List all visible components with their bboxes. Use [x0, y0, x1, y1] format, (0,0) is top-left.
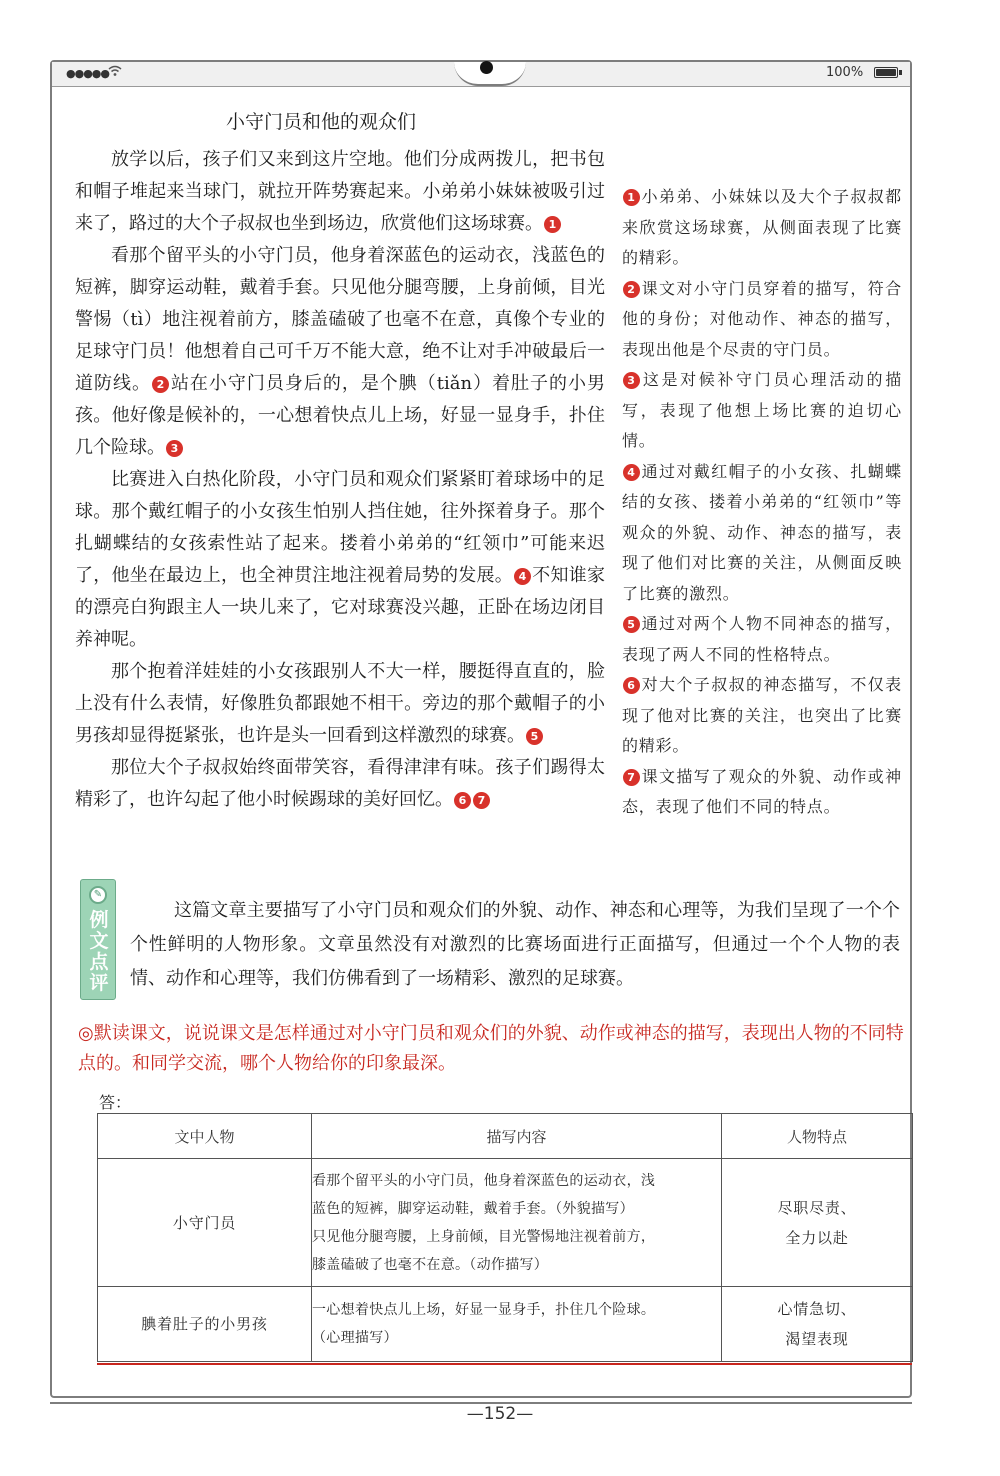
review-paragraph: 这篇文章主要描写了小守门员和观众们的外貌、动作、神态和心理等，为我们呈现了一个个个性鲜明的人物形象。文章虽然没有对激烈的比赛场面进行正面描写，但通过一个个人物的表情、动作和心理等，我们仿佛看到了一场精彩、激烈的足球赛。 — [130, 900, 900, 989]
note-marker: 4 — [623, 464, 640, 481]
note-marker: 5 — [623, 616, 640, 633]
note-item — [622, 670, 902, 762]
description-line: 蓝色的短裤，脚穿运动鞋，戴着手套。（外貌描写） — [312, 1200, 634, 1217]
note-item — [622, 762, 902, 823]
note-text: 这是对候补守门员心理活动的描写，表现了他想上场比赛的迫切心情。 — [622, 370, 902, 450]
annotation-marker[interactable]: 1 — [544, 216, 561, 233]
article-paragraph — [75, 656, 605, 752]
note-text: 通过对两个人物不同神态的描写，表现了两人不同的性格特点。 — [622, 614, 902, 664]
review-tab-label: 例文点评 — [89, 909, 109, 994]
trait-cell — [722, 1287, 913, 1362]
answer-table — [97, 1113, 913, 1362]
article-body — [75, 144, 605, 816]
trait-line: 渴望表现 — [785, 1330, 849, 1348]
note-text: 通过对戴红帽子的小女孩、扎蝴蝶结的女孩、搂着小弟弟的“红领巾”等观众的外貌、动作、神态的描写，表现了他们对比赛的关注，从侧面反映了比赛的激烈。 — [622, 461, 902, 603]
description-line: 看那个留平头的小守门员，他身着深蓝色的运动衣，浅 — [312, 1172, 656, 1189]
table-header-row — [98, 1114, 913, 1159]
trait-line: 心情急切、 — [777, 1300, 857, 1318]
column-header: 人物特点 — [722, 1114, 913, 1159]
note-item — [622, 274, 902, 366]
table-row — [98, 1159, 913, 1287]
question-text: ◎默读课文，说说课文是怎样通过对小守门员和观众们的外貌、动作或神态的描写，表现出人物的不同特点的。和同学交流，哪个人物给你的印象最深。 — [78, 1023, 904, 1074]
description-cell — [312, 1287, 722, 1362]
note-item — [622, 609, 902, 670]
article-paragraph — [75, 464, 605, 656]
article-paragraph — [75, 240, 605, 464]
exercise-question — [78, 1019, 916, 1079]
paragraph-text: 那位大个子叔叔始终面带笑容，看得津津有味。孩子们踢得太精彩了，也许勾起了他小时候踢球的美好回忆。 — [75, 757, 605, 810]
paragraph-text: 放学以后，孩子们又来到这片空地。他们分成两拨儿，把书包和帽子堆起来当球门，就拉开阵势赛起来。小弟弟小妹妹被吸引过来了，路过的大个子叔叔也坐到场边，欣赏他们这场球赛。 — [75, 149, 605, 234]
signal-icon: ●●●●● — [66, 67, 109, 80]
battery-percent: 100% — [826, 65, 864, 80]
person-cell: 腆着肚子的小男孩 — [98, 1287, 312, 1362]
note-text: 课文描写了观众的外貌、动作或神态，表现了他们不同的特点。 — [622, 766, 902, 816]
annotation-marker[interactable]: 2 — [152, 376, 169, 393]
annotation-marker[interactable]: 7 — [473, 792, 490, 809]
review-comment — [130, 894, 900, 996]
note-marker: 1 — [623, 189, 640, 206]
article-paragraph — [75, 752, 605, 816]
note-text: 课文对小守门员穿着的描写，符合他的身份；对他动作、神态的描写，表现出他是个尽责的守门员。 — [622, 278, 902, 359]
note-marker: 3 — [623, 372, 640, 389]
description-line: 膝盖磕破了也毫不在意。（动作描写） — [312, 1256, 549, 1273]
note-text: 小弟弟、小妹妹以及大个子叔叔都来欣赏这场球赛，从侧面表现了比赛的精彩。 — [622, 187, 902, 267]
answer-label: 答： — [99, 1093, 132, 1112]
note-item — [622, 457, 902, 610]
annotation-marker[interactable]: 3 — [166, 440, 183, 457]
review-badge-icon: ✎ — [89, 886, 107, 904]
review-tab — [80, 879, 116, 1000]
answer-area-bottom-rule — [97, 1363, 912, 1365]
trait-cell — [722, 1159, 913, 1287]
battery-tip — [899, 70, 902, 75]
battery-icon — [874, 67, 898, 78]
paragraph-text: 比赛进入白热化阶段，小守门员和观众们紧紧盯着球场中的足球。那个戴红帽子的小女孩生怕别人挡住她，往外探着身子。那个扎蝴蝶结的女孩索性站了起来。搂着小弟弟的“红领巾”可能来迟了，他坐在最边上，也全神贯注地注视着局势的发展。 — [75, 469, 605, 586]
person-cell: 小守门员 — [98, 1159, 312, 1287]
camera-icon — [480, 61, 493, 74]
column-header: 描写内容 — [312, 1114, 722, 1159]
annotation-marker[interactable]: 5 — [526, 728, 543, 745]
article-paragraph — [75, 144, 605, 240]
note-marker: 2 — [623, 281, 640, 298]
paragraph-text: 站在小守门员身后的，是个腆（tiǎn）着肚子的小男孩。他好像是候补的，一心想着快点儿上场，好显一显身手，扑住几个险球。 — [75, 373, 606, 458]
description-line: （心理描写） — [312, 1330, 398, 1346]
description-line: 一心想着快点儿上场，好显一显身手，扑住几个险球。 — [312, 1302, 656, 1318]
trait-line: 尽职尽责、 — [777, 1198, 857, 1217]
note-marker: 6 — [623, 677, 640, 694]
table-row — [98, 1287, 913, 1362]
paragraph-text: 看那个留平头的小守门员，他身着深蓝色的运动衣，浅蓝色的短裤，脚穿运动鞋，戴着手套。只见他分腿弯腰，上身前倾，目光警惕（tì）地注视着前方，膝盖磕破了也毫不在意，真像个专业的足球守门员！他想着自己可千万不能大意，绝不让对手冲破最后一道防线。 — [75, 245, 605, 394]
page-number: —152— — [466, 1404, 534, 1424]
column-header: 文中人物 — [98, 1114, 312, 1159]
battery-level-fill — [876, 69, 896, 76]
trait-line: 全力以赴 — [785, 1228, 849, 1247]
paragraph-text: 那个抱着洋娃娃的小女孩跟别人不大一样，腰挺得直直的，脸上没有什么表情，好像胜负都跟她不相干。旁边的那个戴帽子的小男孩却显得挺紧张，也许是头一回看到这样激烈的球赛。 — [75, 661, 605, 746]
wifi-icon — [108, 65, 122, 80]
note-item — [622, 365, 902, 457]
note-text: 对大个子叔叔的神态描写，不仅表现了他对比赛的关注，也突出了比赛的精彩。 — [622, 675, 902, 755]
annotation-marker[interactable]: 4 — [514, 568, 531, 585]
annotation-marker[interactable]: 6 — [454, 792, 471, 809]
side-notes — [622, 182, 902, 823]
description-cell — [312, 1159, 722, 1287]
description-line: 只见他分腿弯腰，上身前倾，目光警惕地注视着前方， — [312, 1228, 656, 1245]
note-marker: 7 — [623, 769, 640, 786]
article-title: 小守门员和他的观众们 — [226, 111, 417, 133]
note-item — [622, 182, 902, 274]
paragraph-text: 不知谁家的漂亮白狗跟主人一块儿来了，它对球赛没兴趣，正卧在场边闭目养神呢。 — [75, 565, 605, 650]
